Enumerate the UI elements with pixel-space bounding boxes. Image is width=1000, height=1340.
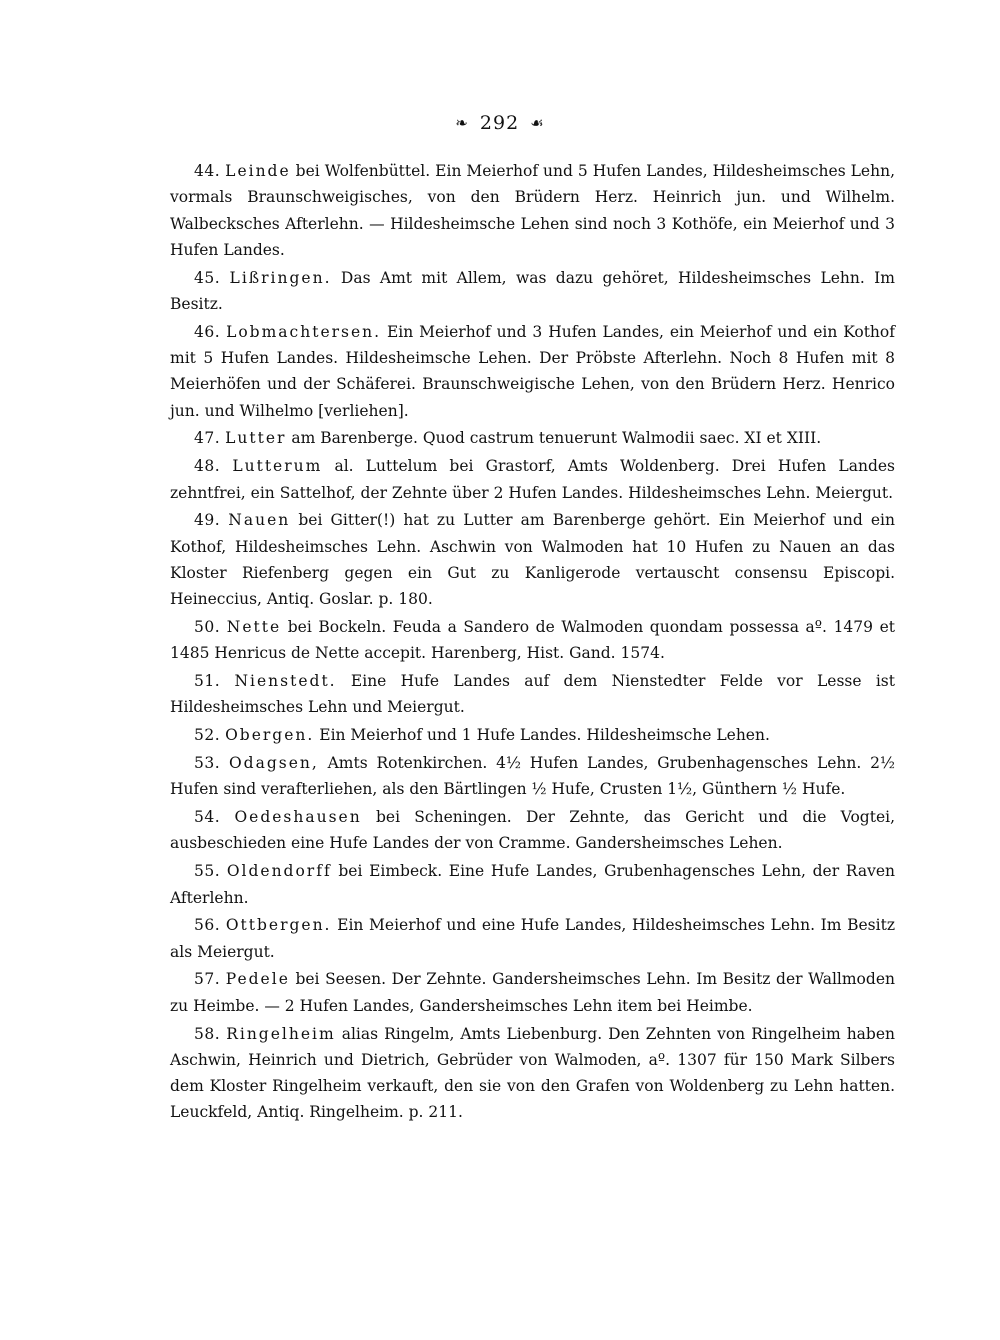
entry-number: 53. — [194, 754, 221, 773]
ornament-right-icon: ☙ — [530, 114, 545, 132]
entry-44 — [170, 158, 895, 263]
entry-place: Nienstedt. — [234, 672, 337, 691]
entry-place: Nette — [226, 618, 282, 637]
entry-54 — [170, 804, 895, 857]
entry-56 — [170, 912, 895, 965]
entry-number: 56. — [194, 916, 221, 935]
page-header — [0, 112, 1000, 134]
page-number: 292 — [479, 112, 520, 134]
entry-text: bei Eimbeck. Eine Hufe Landes, Grubenhagensches Lehn, der Raven Afterlehn. — [170, 862, 895, 907]
entry-number: 55. — [194, 862, 221, 881]
entry-number: 52. — [194, 726, 221, 745]
entry-number: 57. — [194, 970, 221, 989]
entry-47 — [170, 425, 895, 451]
entry-number: 50. — [194, 618, 221, 637]
entry-place: Lutter — [225, 429, 287, 448]
entry-number: 58. — [194, 1024, 221, 1043]
entry-place: Lobmachtersen. — [226, 322, 382, 341]
entry-number: 51. — [194, 672, 221, 691]
entry-text: am Barenberge. Quod castrum tenuerunt Walmodii saec. XI et XIII. — [291, 429, 822, 448]
entry-text: alias Ringelm, Amts Liebenburg. Den Zehnten von Ringelheim haben Aschwin, Heinrich und Dietrich, Gebrüder von Walmoden, aº. 1307 für 150 Mark Silbers dem Kloster Ringelheim verkauft, den sie von den Grafen von Woldenberg zu Lehn hatten. Leuckfeld, Antiq. Ringelheim. p. 211. — [170, 1024, 895, 1122]
entry-place: Odagsen, — [228, 754, 319, 773]
entry-text: bei Gitter(!) hat zu Lutter am Barenberge gehört. Ein Meierhof und ein Kothof, Hildesheimsches Lehn. Aschwin von Walmoden hat 10 Hufen zu Nauen an das Kloster Riefenberg gegen ein Gut zu Kanligerode vertauscht consensu Episcopi. Heineccius, Antiq. Goslar. p. 180. — [170, 511, 895, 609]
entry-55 — [170, 858, 895, 911]
entry-text: bei Seesen. Der Zehnte. Gandersheimsches Lehn. Im Besitz der Wallmoden zu Heimbe. — 2 Hufen Landes, Gandersheimsches Lehn item bei Heimbe. — [170, 970, 895, 1015]
entry-place: Leinde — [225, 162, 291, 180]
entry-text: Eine Hufe Landes auf dem Nienstedter Felde vor Lesse ist Hildesheimsches Lehn und Meiergut. — [170, 672, 895, 717]
entry-number: 54. — [194, 808, 221, 827]
entry-number: 46. — [194, 322, 221, 341]
entry-57 — [170, 966, 895, 1019]
entry-58 — [170, 1021, 895, 1126]
entry-place: Obergen. — [225, 726, 315, 745]
entry-text: Das Amt mit Allem, was dazu gehöret, Hildesheimsches Lehn. Im Besitz. — [170, 268, 895, 313]
entry-text: Ein Meierhof und 1 Hufe Landes. Hildesheimsche Lehen. — [319, 726, 770, 745]
entry-49 — [170, 507, 895, 612]
entry-text: bei Scheningen. Der Zehnte, das Gericht und die Vogtei, ausbeschieden eine Hufe Landes der von Cramme. Gandersheimsches Lehen. — [170, 808, 895, 853]
entry-text: Amts Rotenkirchen. 4½ Hufen Landes, Grubenhagensches Lehn. 2½ Hufen sind verafterliehen, als den Bärtlingen ½ Hufe, Crusten 1½, Günthern ½ Hufe. — [170, 754, 895, 799]
entry-place: Ottbergen. — [225, 916, 332, 935]
entry-place: Oedeshausen — [234, 808, 362, 827]
entry-text: bei Wolfenbüttel. Ein Meierhof und 5 Hufen Landes, Hildesheimsches Lehn, vormals Braunschweigisches, von den Brüdern Herz. Heinrich jun. und Wilhelm. Walbecksches Afterlehn. — Hildesheimsche Lehen sind noch 3 Kothöfe, ein Meierhof und 3 Hufen Landes. — [170, 162, 896, 259]
entry-50 — [170, 614, 895, 667]
entry-place: Lutterum — [232, 457, 323, 476]
entry-number: 47. — [194, 429, 221, 448]
entry-text: Ein Meierhof und eine Hufe Landes, Hildesheimsches Lehn. Im Besitz als Meiergut. — [170, 916, 895, 961]
entry-48 — [170, 453, 895, 506]
ornament-left-icon: ❧ — [455, 114, 469, 132]
entry-list — [170, 158, 895, 1127]
entry-place: Lißringen. — [229, 268, 332, 287]
entry-45 — [170, 265, 895, 318]
entry-number: 48. — [194, 457, 221, 476]
entry-number: 44. — [194, 162, 221, 180]
entry-place: Ringelheim — [226, 1024, 336, 1043]
entry-place: Oldendorff — [226, 862, 332, 881]
entry-number: 49. — [194, 511, 221, 530]
entry-51 — [170, 668, 895, 721]
entry-46 — [170, 319, 895, 424]
entry-52 — [170, 722, 895, 748]
entry-text: al. Luttelum bei Grastorf, Amts Woldenberg. Drei Hufen Landes zehntfrei, ein Sattelhof, der Zehnte über 2 Hufen Landes. Hildesheimsches Lehn. Meiergut. — [170, 457, 895, 502]
entry-number: 45. — [194, 268, 221, 287]
entry-place: Pedele — [225, 970, 290, 989]
entry-53 — [170, 750, 895, 803]
entry-text: Ein Meierhof und 3 Hufen Landes, ein Meierhof und ein Kothof mit 5 Hufen Landes. Hildesheimsche Lehen. Der Pröbste Afterlehn. Noch 8 Hufen mit 8 Meierhöfen und der Schäferei. Braunschweigische Lehen, von den Brüdern Herz. Henrico jun. und Wilhelmo [verliehen]. — [170, 322, 895, 420]
entry-place: Nauen — [228, 511, 291, 530]
entry-text: bei Bockeln. Feuda a Sandero de Walmoden quondam possessa aº. 1479 et 1485 Henricus de Nette accepit. Harenberg, Hist. Gand. 1574. — [170, 618, 895, 663]
